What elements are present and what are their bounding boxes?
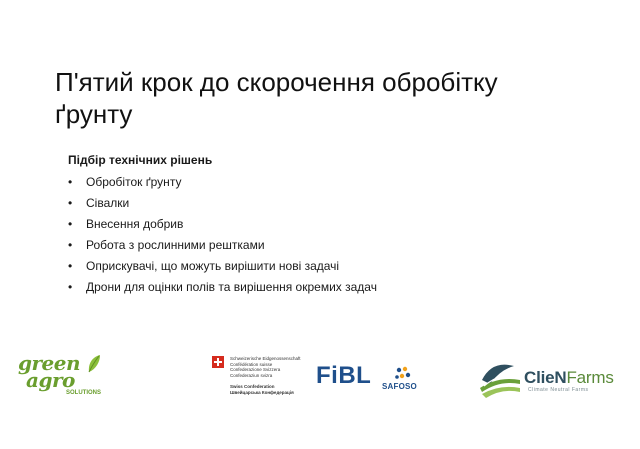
clienfarms-word-farms: Farms <box>566 368 614 387</box>
swiss-flag-icon <box>212 356 224 368</box>
list-item <box>68 196 588 210</box>
green-agro-word-green: green <box>18 351 81 375</box>
swiss-text-block <box>230 356 301 378</box>
bullet-text: Оприскувачі, що можуть вирішити нові задачі <box>86 259 340 273</box>
bullet-text: Обробіток ґрунту <box>86 175 182 189</box>
bullet-dot: • <box>68 238 73 252</box>
list-item <box>68 238 588 252</box>
slide-content <box>68 153 588 301</box>
list-item <box>68 280 588 294</box>
swiss-line: Швейцарська Конфедерація <box>230 389 294 395</box>
clienfarms-logo <box>478 356 628 400</box>
swiss-text-block-2 <box>230 384 294 395</box>
bullet-text: Сівалки <box>86 196 130 210</box>
leaf-icon <box>86 354 102 374</box>
fibl-logo: FiBL <box>316 362 372 389</box>
slide-title <box>55 66 575 130</box>
bullet-dot: • <box>68 217 73 231</box>
swiss-line: Confederazione Svizzera <box>230 367 281 372</box>
swiss-line: Confédération suisse <box>230 361 273 367</box>
bullet-list <box>68 175 588 294</box>
clienfarms-tagline: Climate Neutral Farms <box>528 387 589 393</box>
green-agro-logo <box>14 352 104 402</box>
swiss-line: Schweizerische Eidgenossenschaft <box>230 356 301 361</box>
bullet-text: Внесення добрив <box>86 217 184 231</box>
list-item <box>68 217 588 231</box>
bullet-dot: • <box>68 196 73 210</box>
clienfarms-wordmark <box>524 368 614 388</box>
swiss-line: Swiss Confederation <box>230 384 275 389</box>
bullet-text: Робота з рослинними рештками <box>86 238 265 252</box>
fields-landscape-icon <box>478 358 522 398</box>
bullet-dot: • <box>68 280 73 294</box>
safoso-wordmark: SAFOSO <box>382 382 417 391</box>
swiss-confederation-logo <box>212 356 312 400</box>
safoso-mark-icon <box>394 366 412 382</box>
title-line-1: П'ятий крок до скорочення обробітку <box>55 67 498 97</box>
subheading: Підбір технічних рішень <box>68 153 213 167</box>
list-item <box>68 259 588 273</box>
bullet-dot: • <box>68 259 73 273</box>
bullet-dot: • <box>68 175 73 189</box>
safoso-logo <box>380 366 428 394</box>
green-agro-word-agro: agro <box>26 368 75 392</box>
list-item <box>68 175 588 189</box>
green-agro-subtitle: SOLUTIONS <box>66 390 102 396</box>
clienfarms-word-clien: ClieN <box>524 368 567 387</box>
title-line-2: ґрунту <box>55 99 133 129</box>
bullet-text: Дрони для оцінки полів та вирішення окремих задач <box>86 280 377 294</box>
swiss-line: Confederaziun svizra <box>230 372 273 378</box>
